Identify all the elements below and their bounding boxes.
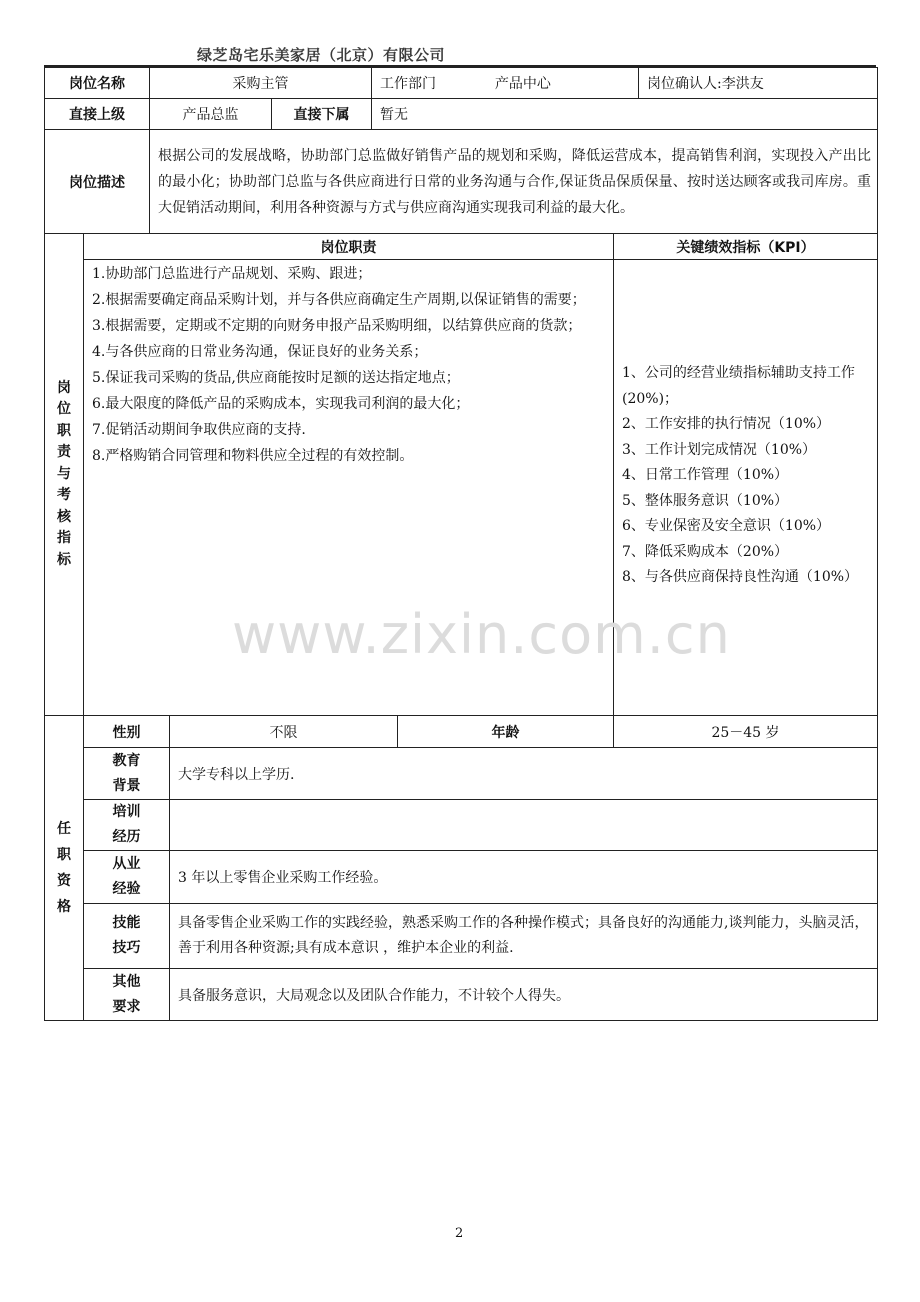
duty-item: 6.最大限度的降低产品的采购成本，实现我司利润的最大化； <box>92 396 470 412</box>
training-label <box>84 800 170 851</box>
duty-item: 7.促销活动期间争取供应商的支持. <box>92 422 306 438</box>
experience-value: 3 年以上零售企业采购工作经验。 <box>170 851 878 904</box>
gender-value: 不限 <box>170 716 398 748</box>
dept-label: 工作部门 <box>380 76 436 92</box>
section-char: 岗 <box>57 379 71 396</box>
description-label: 岗位描述 <box>45 130 150 234</box>
post-name-label: 岗位名称 <box>45 68 150 99</box>
duties-header: 岗位职责 <box>84 234 614 260</box>
header-table <box>44 67 878 234</box>
duties-section-label <box>45 234 84 716</box>
age-value: 25－45 岁 <box>614 716 878 748</box>
kpi-item: 8、与各供应商保持良性沟通（10%） <box>622 569 859 585</box>
kpi-item: 2、工作安排的执行情况（10%） <box>622 416 831 432</box>
kpi-list <box>614 260 878 716</box>
description-text: 根据公司的发展战略，协助部门总监做好销售产品的规划和采购，降低运营成本，提高销售利润，实现投入产出比的最小化；协助部门总监与各供应商进行日常的业务沟通与合作,保证货品保质保量、按时送达顾客或我司库房。重大促销活动期间，利用各种资源与方式与供应商沟通实现我司利益的最大化。 <box>150 130 878 234</box>
duty-item: 1.协助部门总监进行产品规划、采购、跟进； <box>92 266 372 282</box>
label-line: 技巧 <box>112 940 141 956</box>
section-char: 资 <box>57 873 71 889</box>
label-line: 教育 <box>112 752 141 769</box>
subordinate-label: 直接下属 <box>272 99 372 130</box>
duty-item: 2.根据需要确定商品采购计划，并与各供应商确定生产周期,以保证销售的需要； <box>92 292 586 308</box>
subordinate-value: 暂无 <box>372 99 878 130</box>
duty-item: 3.根据需要，定期或不定期的向财务申报产品采购明细，以结算供应商的货款； <box>92 318 582 334</box>
label-line: 从业 <box>112 856 141 872</box>
section-char: 责 <box>57 444 71 461</box>
kpi-item: 1、公司的经营业绩指标辅助支持工作(20%)； <box>622 365 855 407</box>
section-char: 职 <box>57 847 71 863</box>
kpi-item: 7、降低采购成本（20%） <box>622 543 789 560</box>
kpi-item: 6、专业保密及安全意识（10%） <box>622 518 831 534</box>
kpi-item: 3、工作计划完成情况（10%） <box>622 441 817 458</box>
confirmer: 岗位确认人:李洪友 <box>639 68 878 99</box>
duty-item: 5.保证我司采购的货品,供应商能按时足额的送达指定地点； <box>92 370 460 386</box>
section-char: 职 <box>57 422 71 439</box>
dept-value: 产品中心 <box>494 76 551 92</box>
skills-label <box>84 904 170 969</box>
label-line: 技能 <box>112 915 141 931</box>
skills-value: 具备零售企业采购工作的实践经验，熟悉采购工作的各种操作模式；具备良好的沟通能力,谈判能力，头脑灵活，善于利用各种资源;具有成本意识 ，维护本企业的利益. <box>170 904 878 969</box>
label-line: 要求 <box>112 998 141 1015</box>
superior-value: 产品总监 <box>150 99 272 130</box>
dept-cell <box>372 68 639 99</box>
section-char: 格 <box>57 899 71 915</box>
section-char: 与 <box>57 465 71 482</box>
section-char: 位 <box>57 401 71 418</box>
page-number: 2 <box>455 1226 464 1241</box>
section-char: 标 <box>57 551 71 568</box>
kpi-item: 5、整体服务意识（10%） <box>622 492 789 509</box>
watermark: www.zixin.com.cn <box>232 603 731 666</box>
label-line: 培训 <box>112 804 141 820</box>
kpi-header: 关键绩效指标（KPI） <box>614 234 878 260</box>
duty-item: 8.严格购销合同管理和物料供应全过程的有效控制。 <box>92 448 414 464</box>
education-label <box>84 748 170 800</box>
other-label <box>84 969 170 1021</box>
section-char: 考 <box>57 487 71 504</box>
training-value <box>170 800 878 851</box>
label-line: 经历 <box>112 829 141 845</box>
post-name-value: 采购主管 <box>150 68 372 99</box>
experience-label <box>84 851 170 904</box>
duties-list <box>84 260 614 716</box>
section-char: 任 <box>57 821 71 837</box>
company-name: 绿芝岛宅乐美家居（北京）有限公司 <box>197 46 446 64</box>
duty-item: 4.与各供应商的日常业务沟通，保证良好的业务关系； <box>92 344 428 360</box>
other-value: 具备服务意识，大局观念以及团队合作能力，不计较个人得失。 <box>170 969 878 1021</box>
qualifications-table <box>44 715 878 1021</box>
superior-label: 直接上级 <box>45 99 150 130</box>
gender-label: 性别 <box>84 716 170 748</box>
section-char: 核 <box>57 508 71 525</box>
label-line: 背景 <box>112 777 141 794</box>
kpi-item: 4、日常工作管理（10%） <box>622 467 789 483</box>
section-char: 指 <box>57 530 71 547</box>
duties-table <box>44 233 878 716</box>
label-line: 其他 <box>112 973 141 990</box>
education-value: 大学专科以上学历. <box>170 748 878 800</box>
qualifications-section-label <box>45 716 84 1021</box>
label-line: 经验 <box>112 881 141 897</box>
age-label: 年龄 <box>398 716 614 748</box>
